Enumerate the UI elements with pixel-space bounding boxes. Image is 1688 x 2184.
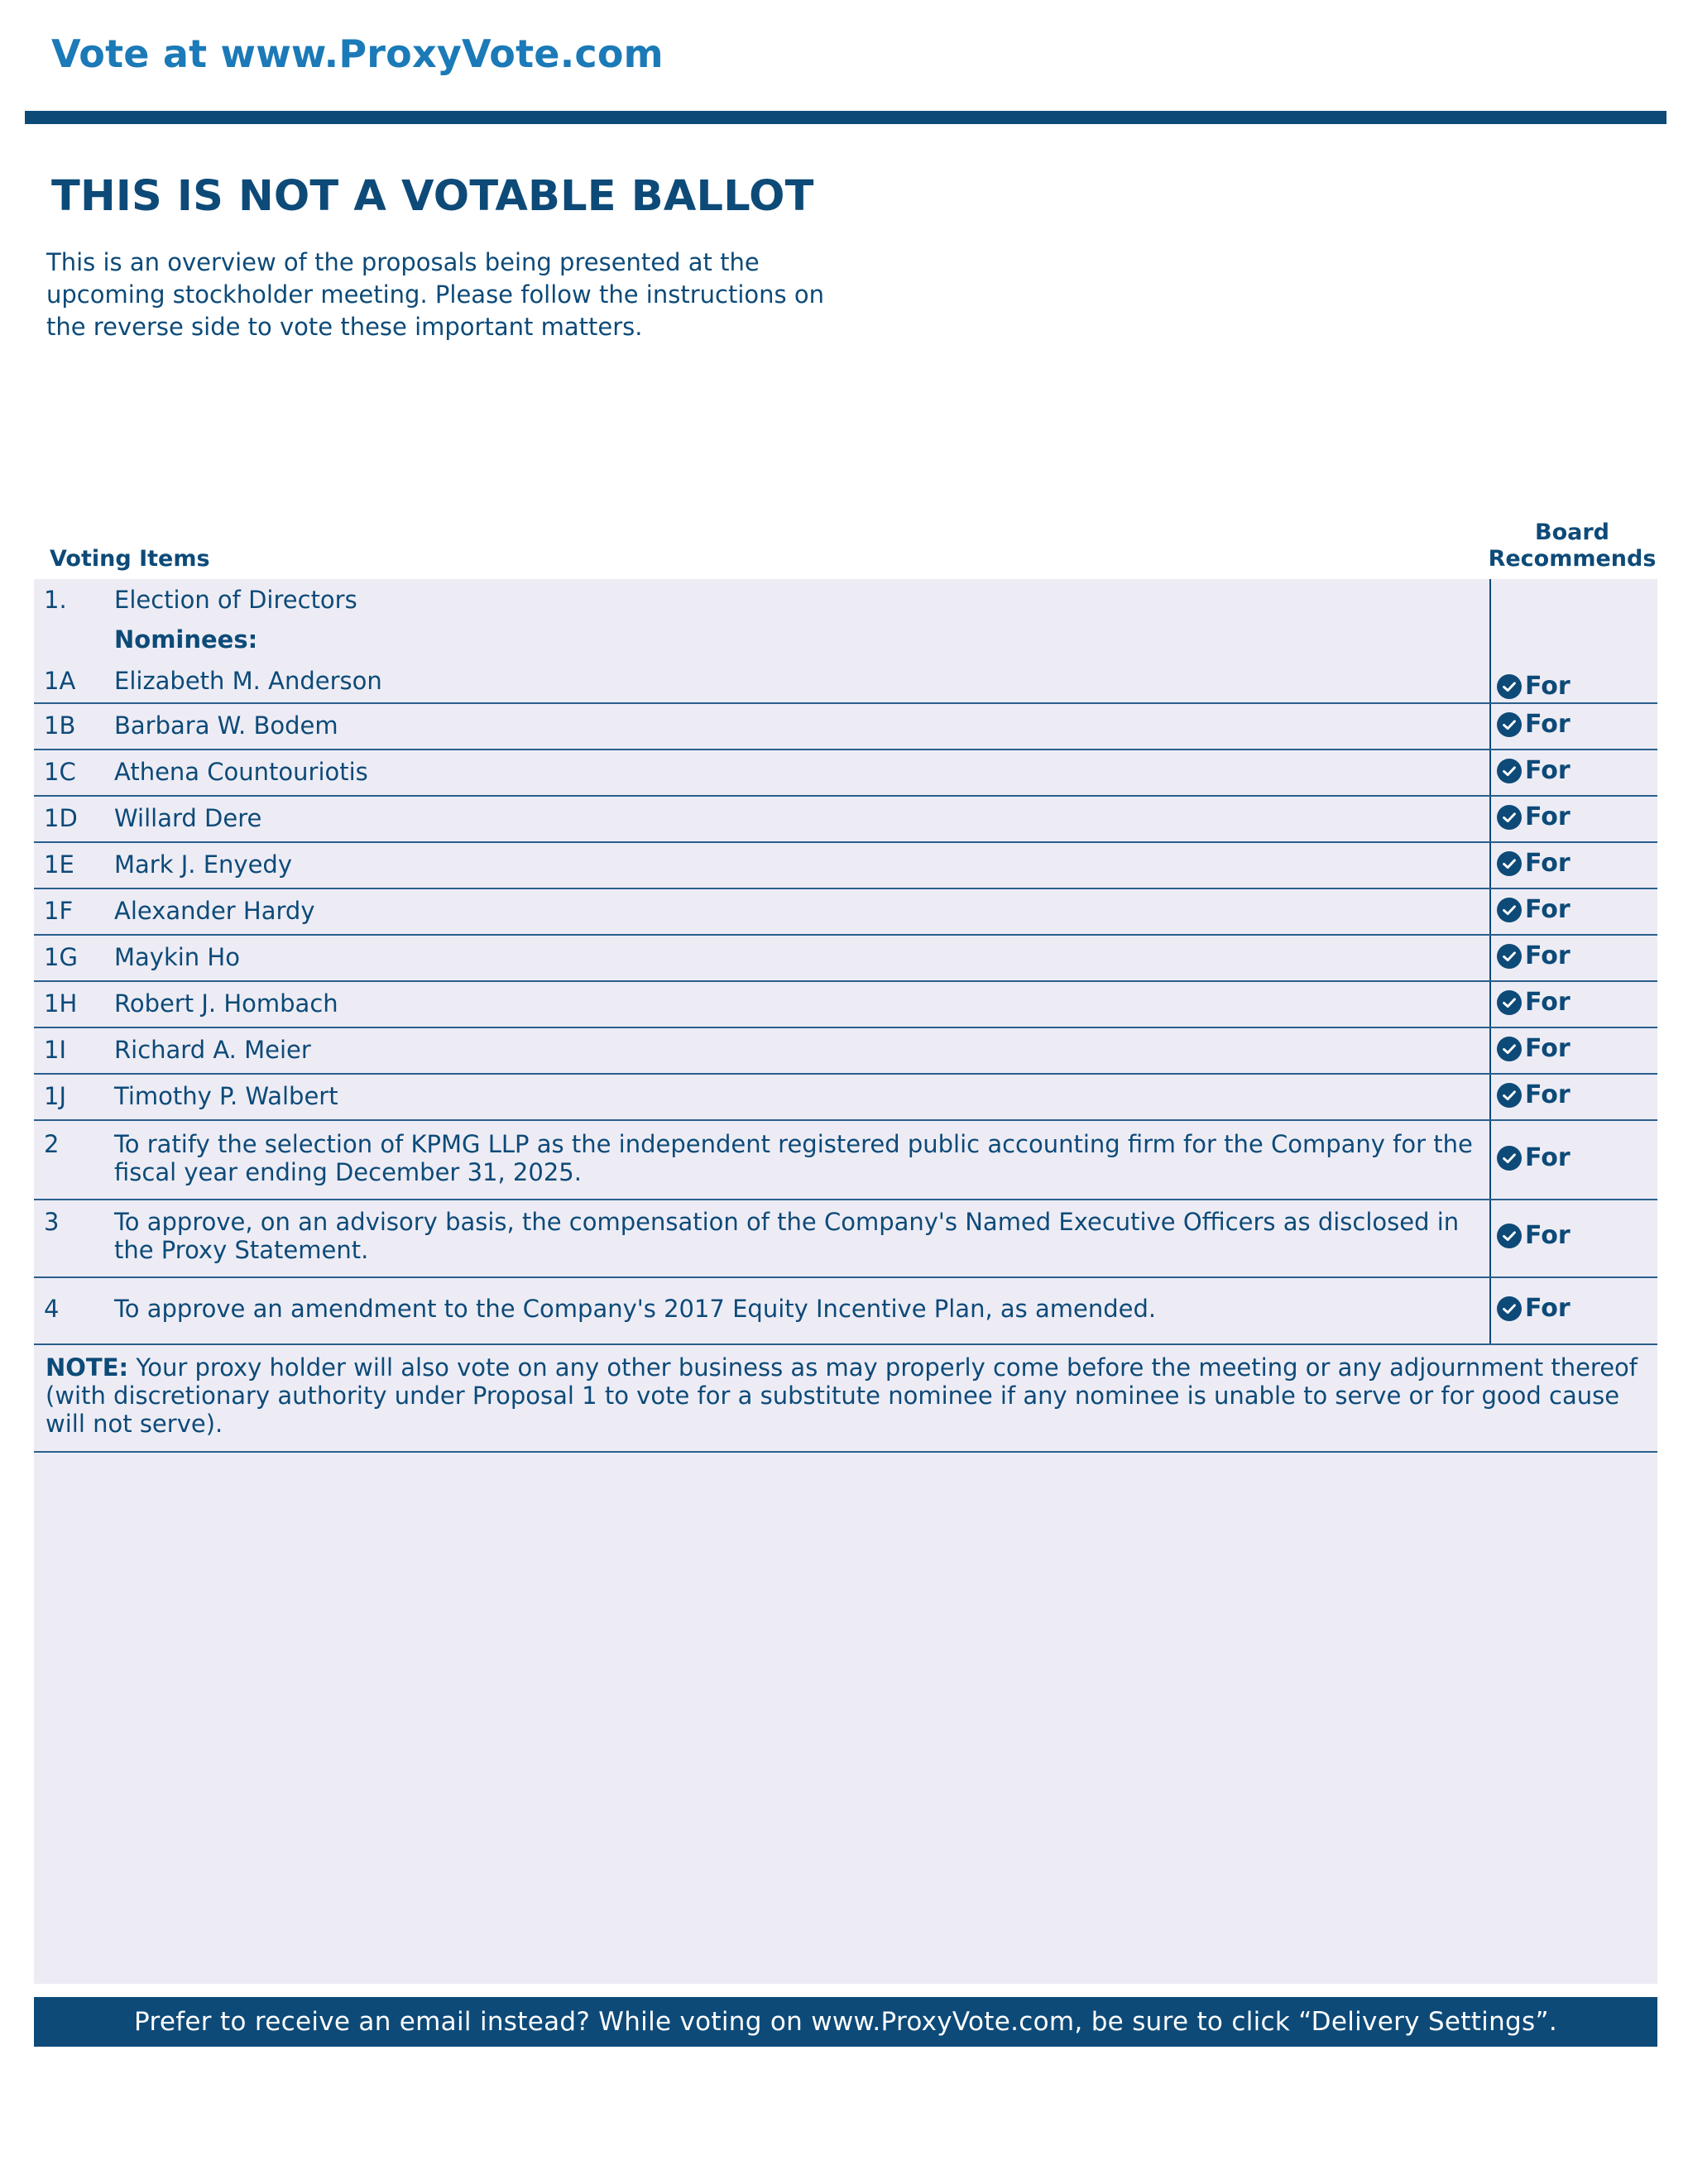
row-divider (34, 1276, 1657, 1278)
check-circle-icon (1497, 805, 1522, 830)
item-description: Robert J. Hombach (114, 989, 338, 1018)
recommendation-label: For (1525, 988, 1571, 1017)
item-number: 3 (44, 1208, 60, 1236)
recommendation-label: For (1525, 672, 1571, 701)
check-circle-icon (1497, 944, 1522, 969)
row-divider (34, 1343, 1657, 1345)
item-number: 4 (44, 1295, 60, 1323)
header-rule (25, 111, 1666, 124)
item-description: Barbara W. Bodem (114, 711, 338, 740)
row-divider (34, 1119, 1657, 1121)
item-number: 1A (44, 667, 76, 695)
row-divider (34, 888, 1657, 889)
check-circle-icon (1497, 1083, 1522, 1108)
item-number: 1B (44, 711, 76, 740)
check-circle-icon (1497, 1146, 1522, 1171)
row-divider (34, 1073, 1657, 1075)
check-circle-icon (1497, 712, 1522, 737)
recommendation-label: For (1525, 802, 1571, 831)
board-recommendation (1497, 1034, 1571, 1063)
proposal-number: 1. (44, 586, 67, 614)
item-description: To approve an amendment to the Company's 2017 Equity Incentive Plan, as amended. (114, 1295, 1157, 1323)
row-divider (34, 702, 1657, 704)
check-circle-icon (1497, 990, 1522, 1015)
recommendation-label: For (1525, 1034, 1571, 1063)
item-description: Athena Countouriotis (114, 758, 368, 786)
item-number: 1H (44, 989, 78, 1018)
board-recommendation (1497, 672, 1571, 701)
board-recommendation (1497, 1221, 1571, 1250)
recommendation-label: For (1525, 895, 1571, 924)
item-description: Alexander Hardy (114, 897, 315, 925)
board-recommendation (1497, 1143, 1571, 1172)
board-recommendation (1497, 1294, 1571, 1323)
board-recommendation (1497, 802, 1571, 831)
item-description: Timothy P. Walbert (114, 1082, 338, 1110)
voting-items-panel (34, 579, 1657, 1984)
board-recommendation (1497, 1080, 1571, 1109)
board-recommendation (1497, 710, 1571, 739)
item-number: 1J (44, 1082, 67, 1110)
recommendation-label: For (1525, 756, 1571, 785)
board-recommendation (1497, 941, 1571, 970)
check-circle-icon (1497, 1037, 1522, 1061)
recommendation-label: For (1525, 1294, 1571, 1323)
item-description: Richard A. Meier (114, 1036, 311, 1064)
board-recommendation (1497, 756, 1571, 785)
note-body: Your proxy holder will also vote on any other business as may properly come before the meeting or any adjournment thereof (with discretionary authority under Proposal 1 to vote for a substitute nominee if any nominee is unable to serve or for good cause will not serve). (46, 1353, 1638, 1438)
item-number: 2 (44, 1130, 60, 1158)
row-divider (34, 934, 1657, 936)
item-number: 1G (44, 943, 78, 971)
column-header-board-recommends: Board Recommends (1488, 520, 1657, 572)
item-number: 1F (44, 897, 74, 925)
check-circle-icon (1497, 898, 1522, 922)
check-circle-icon (1497, 1296, 1522, 1321)
item-number: 1D (44, 804, 78, 832)
board-recommendation (1497, 988, 1571, 1017)
item-description: Elizabeth M. Anderson (114, 667, 382, 695)
row-divider (34, 1451, 1657, 1453)
row-divider (34, 1199, 1657, 1200)
item-description: To approve, on an advisory basis, the compensation of the Company's Named Executive Officers as disclosed in the Proxy Statement. (114, 1208, 1460, 1264)
column-header-voting-items: Voting Items (50, 546, 210, 572)
proposal-title: Election of Directors (114, 586, 357, 614)
row-divider (34, 980, 1657, 982)
recommendation-label: For (1525, 1221, 1571, 1250)
nominees-label: Nominees: (114, 625, 258, 654)
item-description: To ratify the selection of KPMG LLP as the independent registered public accounting firm for the Company for the fiscal year ending December 31, 2025. (114, 1130, 1473, 1186)
recommendation-label: For (1525, 1080, 1571, 1109)
recommendation-label: For (1525, 1143, 1571, 1172)
footer-banner: Prefer to receive an email instead? While voting on www.ProxyVote.com, be sure to click “Delivery Settings”. (34, 1997, 1657, 2047)
intro-text: This is an overview of the proposals being presented at the upcoming stockholder meeting. Please follow the instructions on the reverse side to vote these important matters. (46, 248, 824, 341)
recommendation-label: For (1525, 849, 1571, 878)
item-number: 1I (44, 1036, 67, 1064)
item-description: Maykin Ho (114, 943, 240, 971)
check-circle-icon (1497, 674, 1522, 699)
item-number: 1E (44, 850, 74, 879)
recommendation-label: For (1525, 941, 1571, 970)
row-divider (34, 749, 1657, 750)
check-circle-icon (1497, 851, 1522, 876)
vote-url-heading: Vote at www.ProxyVote.com (51, 31, 664, 76)
row-divider (34, 1027, 1657, 1028)
note-label: NOTE: (46, 1353, 129, 1382)
row-divider (34, 795, 1657, 797)
check-circle-icon (1497, 1224, 1522, 1248)
board-recommendation (1497, 895, 1571, 924)
page-title: THIS IS NOT A VOTABLE BALLOT (51, 172, 814, 221)
check-circle-icon (1497, 759, 1522, 783)
note-text (46, 1353, 1647, 1438)
row-divider (34, 841, 1657, 843)
item-description: Willard Dere (114, 804, 262, 832)
recommendation-label: For (1525, 710, 1571, 739)
item-description: Mark J. Enyedy (114, 850, 292, 879)
item-number: 1C (44, 758, 76, 786)
board-recommendation (1497, 849, 1571, 878)
